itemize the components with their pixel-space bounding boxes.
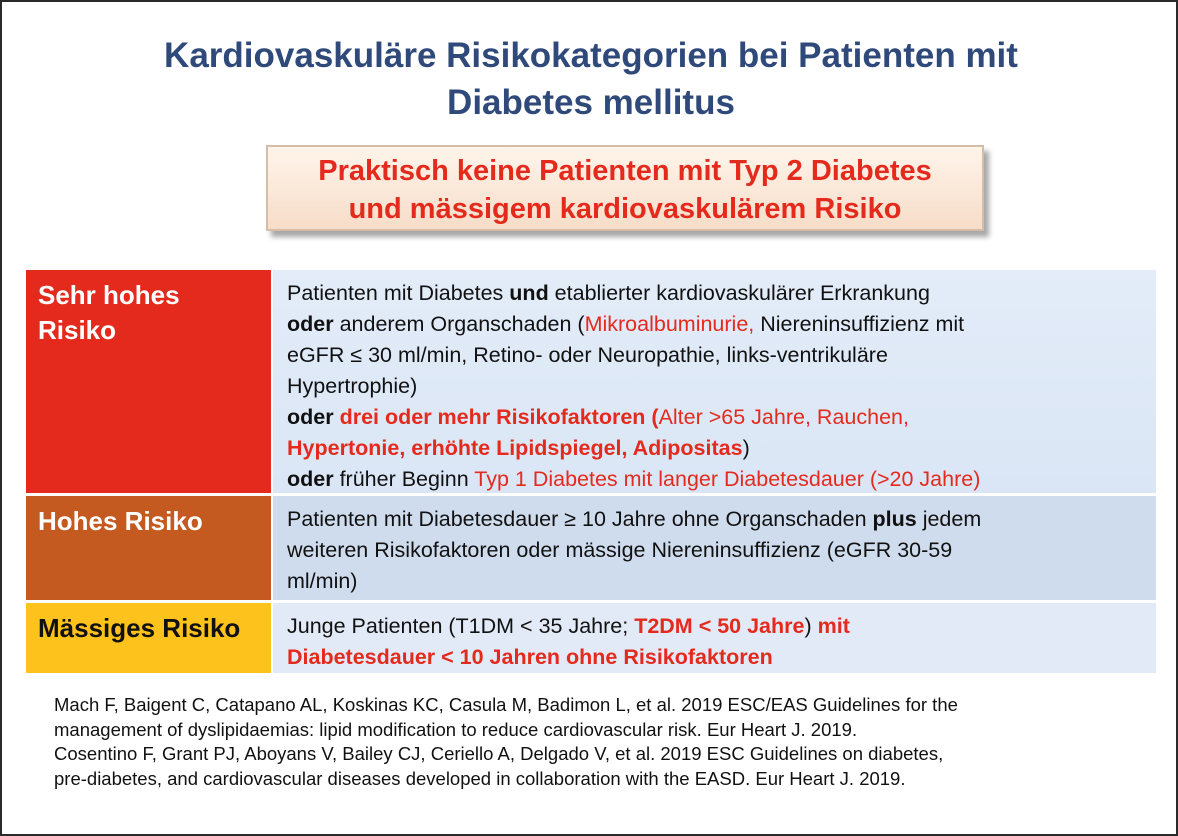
text-segment: Patienten mit Diabetesdauer ≥ 10 Jahre ohne Organschaden: [287, 507, 873, 531]
label-line-1: Sehr hohes: [38, 280, 180, 310]
text-segment: T2DM < 50 Jahre: [634, 614, 805, 638]
text-segment: Typ 1 Diabetes mit langer Diabetesdauer (>20 Jahre): [474, 467, 981, 491]
desc-line-5: [287, 402, 1142, 433]
description-high-risk: [273, 496, 1156, 600]
row-high-risk: [26, 496, 1156, 600]
label-moderate-risk: [26, 603, 271, 673]
reference-line: pre-diabetes, and cardiovascular diseases developed in collaboration with the EASD. Eur Heart J. 2019.: [54, 767, 906, 789]
text-segment: Patienten mit Diabetes: [287, 281, 510, 305]
reference-line: Cosentino F, Grant PJ, Aboyans V, Bailey CJ, Ceriello A, Delgado V, et al. 2019 ESC Guidelines on diabetes,: [54, 743, 944, 764]
desc-line-4: Hypertrophie): [287, 374, 418, 398]
text-segment: oder: [287, 405, 334, 429]
desc-line-7: [287, 464, 1142, 495]
description-very-high-risk: [273, 270, 1156, 493]
text-segment: mit: [817, 614, 850, 638]
text-segment: oder: [287, 467, 334, 491]
row-moderate-risk: [26, 603, 1156, 673]
title-line-1: Kardiovaskuläre Risikokategorien bei Patienten mit: [164, 36, 1018, 75]
text-segment: plus: [872, 507, 917, 531]
title-line-2: Diabetes mellitus: [447, 83, 735, 122]
desc-line-6: [287, 433, 1142, 464]
text-segment: etablierter kardiovaskulärer Erkrankung: [548, 281, 930, 305]
text-segment: , erhöhte Lipidspiegel, Adipositas: [399, 436, 743, 460]
text-segment: Diabetesdauer < 10 Jahren ohne Risikofaktoren: [287, 645, 773, 669]
text-segment: Alter >65 Jahre, Rauchen,: [658, 405, 909, 429]
risk-table: [26, 270, 1156, 673]
text-segment: früher Beginn: [333, 467, 475, 491]
text-segment: anderem Organschaden (: [333, 312, 585, 336]
text-segment: und: [509, 281, 549, 305]
label-high-risk: [26, 496, 271, 600]
text-segment: Mikroalbuminurie,: [584, 312, 755, 336]
desc-line-2: weiteren Risikofaktoren oder mässige Niereninsuffizienz (eGFR 30-59: [287, 538, 953, 562]
references: [54, 693, 1164, 791]
text-segment: ): [742, 436, 750, 460]
label-line-1: Mässiges Risiko: [38, 613, 241, 643]
desc-line-1: [287, 611, 1142, 642]
text-segment: Junge Patienten (T1DM < 35 Jahre;: [287, 614, 635, 638]
desc-line-1: [287, 504, 1142, 535]
callout-line-2: und mässigem kardiovaskulärem Risiko: [348, 193, 902, 225]
label-very-high-risk: [26, 270, 271, 493]
desc-line-3: eGFR ≤ 30 ml/min, Retino- oder Neuropathie, links-ventrikuläre: [287, 343, 888, 367]
desc-line-3: ml/min): [287, 569, 358, 593]
text-segment: Hypertonie: [287, 436, 400, 460]
label-line-2: Risiko: [38, 315, 117, 345]
reference-line: Mach F, Baigent C, Catapano AL, Koskinas KC, Casula M, Badimon L, et al. 2019 ESC/EAS Guidelines for the: [54, 694, 958, 715]
desc-line-1: [287, 278, 1142, 309]
text-segment: oder: [287, 312, 334, 336]
callout-box: [266, 145, 984, 231]
callout-line-1: Praktisch keine Patienten mit Typ 2 Diabetes: [318, 155, 932, 187]
text-segment: drei oder mehr Risikofaktoren (: [333, 405, 659, 429]
slide-title: [2, 32, 1178, 126]
desc-line-2: [287, 309, 1142, 340]
row-very-high-risk: [26, 270, 1156, 493]
text-segment: jedem: [916, 507, 982, 531]
text-segment: Niereninsuffizienz mit: [754, 312, 965, 336]
description-moderate-risk: [273, 603, 1156, 673]
text-segment: ): [804, 614, 818, 638]
desc-line-2: [287, 642, 1142, 673]
reference-line: management of dyslipidaemias: lipid modification to reduce cardiovascular risk. Eur Heart J. 2019.: [54, 718, 858, 740]
label-line-1: Hohes Risiko: [38, 506, 203, 536]
